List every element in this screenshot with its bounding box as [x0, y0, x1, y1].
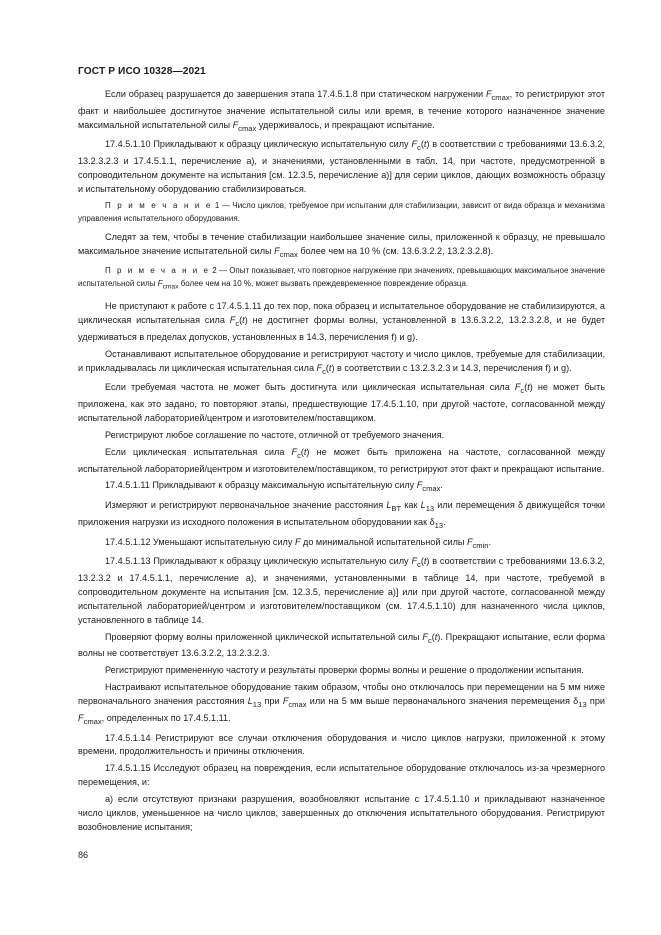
note-label: П р и м е ч а н и е [105, 266, 210, 275]
body-paragraph: Не приступают к работе с 17.4.5.1.11 до тех пор, пока образец и испытательное оборудование не стабилизируются, а циклическая испытательная сила $F_c(t)$ не достигнет формы волны, установленной в 13.6.3.2.2, 13.2.3.2.8, и не будет удерживаться в пределах допусков, установленных в 14.3, перечисления f) и g). [78, 301, 606, 342]
body-paragraph: 17.4.5.1.13 Прикладывают к образцу циклическую испытательную силу $F_c(t)$ в соответствии с требованиями 13.6.3.2, 13.2.3.2 и 17.4.5.1.1, перечисление а), и значениями, установленными в таблице 14, при частоте, требуемой в сопроводительном документе на испытания [см. 12.3.5, перечисление а)] или при другой частоте, согласованной между испытательной лабораторией/центром и изготовителем/поставщиком (см. 17.4.5.1.10) для назначенного числа циклов, установленного в таблице 14. [78, 556, 605, 625]
body-paragraph: 17.4.5.1.15 Исследуют образец на повреждения, если испытательное оборудование отключалось из-за чрезмерного перемещения, и: [78, 763, 605, 788]
body-paragraph: Регистрируют любое соглашение по частоте, отличной от требуемого значения. [105, 429, 445, 440]
body-paragraph: 17.4.5.1.10 Прикладывают к образцу циклическую испытательную силу $F_c(t)$ в соответствии с требованиями 13.6.3.2, 13.2.3.2.3 и 17.4.5.1.1, перечисление а), и значениями, установленными в табл. 14, при частоте, предусмотренной в сопроводительном документе на испытания [см. 12.3.5, перечисление а)] для серии циклов, дающих возможность образцу и испытательному оборудованию стабилизироваться. [78, 139, 605, 194]
body-paragraph: 17.4.5.1.14 Регистрируют все случаи отключения оборудования и число циклов нагрузки, приложенной к этому времени, продолжительность и причины отключения. [78, 732, 605, 757]
body-paragraph: 17.4.5.1.12 Уменьшают испытательную силу F до минимальной испытательной силы $F_{cmin}$. [105, 536, 492, 550]
document-body [78, 88, 605, 838]
body-paragraph: Измеряют и регистрируют первоначальное значение расстояния $L_{BT}$ как $L_{13}$ или перемещения δ движущейся точки приложения нагрузки из исходного положения в испытательном оборудовании как $\delta_{13}$. [78, 500, 605, 530]
body-paragraph: Настраивают испытательное оборудование таким образом, чтобы оно отключалось при перемещении на 5 мм ниже первоначального значения расстояния $L_{13}$ при $F_{cmax}$ или на 5 мм выше первоначального значения перемещения $\delta_{13}$ при $F_{cmax}$, определенных по 17.4.5.1.11. [78, 682, 605, 726]
note-paragraph: П р и м е ч а н и е 2 — Опыт показывает, что повторное нагружение при значениях, превышающих максимальное значение испытательной силы $F_{cmax}$ более чем на 10 %, может вызвать преждевременное повреждение образца. [78, 266, 606, 291]
note-label: П р и м е ч а н и е [105, 200, 213, 210]
body-paragraph: Следят за тем, чтобы в течение стабилизации наибольшее значение силы, приложенной к образцу, не превышало максимальное значение испытательной силы $F_{cmax}$ более чем на 10 % (см. 13.6.3.2.2, 13.2.3.2.8). [78, 232, 605, 260]
body-paragraph: Если образец разрушается до завершения этапа 17.4.5.1.8 при статическом нагружении $F_{cmax}$, то регистрируют этот факт и наибольшее достигнутое значение испытательной силы или время, в течение которого назначенное значение максимальной испытательной силы $F_{cmax}$ удерживалось, и прекращают испытание. [78, 89, 605, 133]
body-paragraph: Проверяют форму волны приложенной циклической испытательной силы $F_c(t)$. Прекращают испытание, если форма волны не соответствует 13.6.3.2.2, 13.2.3.2.3. [78, 631, 605, 659]
body-paragraph: Останавливают испытательное оборудование и регистрируют частоту и число циклов, требуемые для стабилизации, и прикладывалась ли циклическая испытательная сила $F_c(t)$ в соответствии с 13.2.3.2.3 и 14.3, перечисления f) и g). [78, 348, 605, 376]
note-paragraph: П р и м е ч а н и е 1 — Число циклов, требуемое при испытании для стабилизации, зависит от вида образца и механизма управления испытательного оборудования. [78, 200, 606, 223]
standard-header: ГОСТ Р ИСО 10328—2021 [78, 66, 206, 77]
body-paragraph: 17.4.5.1.11 Прикладывают к образцу максимальную испытательную силу $F_{cmax}$. [105, 480, 443, 494]
body-paragraph: а) если отсутствуют признаки разрушения, возобновляют испытание с 17.4.5.1.10 и прикладывают назначенное число циклов, уменьшенное на число циклов, завершенных до отключения испытательного оборудования. Регистрируют возобновление испытания; [78, 794, 605, 832]
page-number: 86 [78, 850, 89, 860]
body-paragraph: Если требуемая частота не может быть достигнута или циклическая испытательная сила $F_c(t)$ не может быть приложена, как это задано, то повторяют этапы, предшествующие 17.4.5.1.10, при другой частоте, согласованной между испытательной лабораторией/центром и изготовителем/поставщиком. [78, 382, 605, 423]
body-paragraph: Регистрируют примененную частоту и результаты проверки формы волны и решение о продолжении испытания. [105, 665, 584, 676]
body-paragraph: Если циклическая испытательная сила $F_c(t)$ не может быть приложена на частоте, согласованной между испытательной лабораторией/центром и изготовителем/поставщиком, то регистрируют этот факт и прекращают испытание. [78, 446, 605, 474]
